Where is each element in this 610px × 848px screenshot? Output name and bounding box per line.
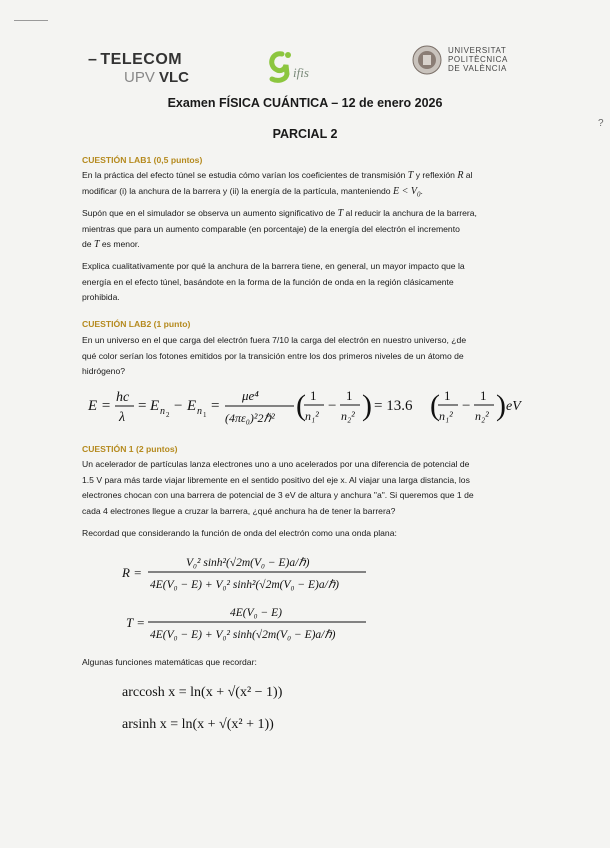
svg-text:=: = <box>211 398 220 414</box>
question-lab1-paragraph-2: Supón que en el simulador se observa un aumento significativo de T al reducir la anchura de la barrera, mientras que para un aumento comparable (en porcentaje) de la energía del electrón el incremento de T es menor. <box>82 208 477 250</box>
svg-text:−: − <box>174 398 183 414</box>
svg-text:eV: eV <box>506 399 521 414</box>
svg-text:T =: T = <box>126 615 146 630</box>
svg-text:1: 1 <box>346 388 353 403</box>
math-functions-intro: Algunas funciones matemáticas que recordar: <box>82 657 257 667</box>
svg-text:1: 1 <box>203 411 207 419</box>
upv-seal-icon <box>412 45 442 75</box>
svg-text:=: = <box>138 398 147 414</box>
svg-text:= 13.6: = 13.6 <box>374 398 413 414</box>
telecom-logo-upv: UPV <box>124 69 155 86</box>
svg-text:n₂²: n₂² <box>341 409 355 423</box>
svg-text:E: E <box>150 398 160 414</box>
telecom-logo-vlc: VLC <box>159 69 190 86</box>
question-1-recall: Recordad que considerando la función de onda del electrón como una onda plana: <box>82 528 397 538</box>
question-1-text: Un acelerador de partículas lanza electrones uno a uno acelerados por una diferencia de potencial de 1.5 V para más tarde viajar libremente en el sentido positivo del eje x. Al viajar una larga distancia, los electrones chocan con una barrera de potencial de 3 eV de altura y anchura "a". Si queremos que 1 de cada 4 electrones llegue a cruzar la barrera, ¿qué anchura ha de tener la barrera? <box>82 459 474 516</box>
stray-mark: ? <box>598 118 604 129</box>
svg-text:E: E <box>187 398 197 414</box>
transmission-coefficient-formula <box>82 600 412 646</box>
svg-text:4E(V₀ − E): 4E(V₀ − E) <box>230 607 282 619</box>
ifis-logo-text: ifis <box>293 65 309 80</box>
svg-text:V₀² sinh²(√2m(V₀ − E)a/ℏ): V₀² sinh²(√2m(V₀ − E)a/ℏ) <box>186 557 310 569</box>
svg-text:−: − <box>328 398 337 414</box>
svg-text:4E(V₀ − E) + V₀² sinh(√2m(V₀ −: 4E(V₀ − E) + V₀² sinh(√2m(V₀ − E)a/ℏ) <box>150 629 336 641</box>
ifis-logo <box>266 50 326 84</box>
hyperbolic-identities <box>114 676 344 738</box>
hydrogen-energy-formula <box>82 382 522 434</box>
upv-name-line2: POLITÈCNICA <box>448 55 508 64</box>
question-lab1-paragraph-1: En la práctica del efecto túnel se estudia cómo varían los coeficientes de transmisión T y reflexión R al modificar (i) la anchura de la barrera y (ii) la energía de la partícula, manteniendo $E < V_0$. <box>82 170 473 199</box>
svg-text:2: 2 <box>166 411 170 419</box>
reflection-coefficient-formula <box>82 548 412 598</box>
svg-text:n: n <box>197 406 202 417</box>
svg-text:μe⁴: μe⁴ <box>242 388 259 403</box>
telecom-logo-line1: TELECOM <box>100 51 183 68</box>
svg-text:λ: λ <box>119 410 126 425</box>
svg-text:n₂²: n₂² <box>475 409 489 423</box>
svg-text:−: − <box>462 398 471 414</box>
svg-text:n₁²: n₁² <box>305 409 319 423</box>
svg-text:n₁²: n₁² <box>439 409 453 423</box>
arcsinh-identity: arsinh x = ln(x + √(x² + 1)) <box>122 717 274 732</box>
svg-text:4E(V₀ − E) + V₀² sinh²(√2m(V₀: 4E(V₀ − E) + V₀² sinh²(√2m(V₀ − E)a/ℏ) <box>150 579 339 591</box>
svg-text:E =: E = <box>88 398 112 414</box>
svg-text:1: 1 <box>444 388 451 403</box>
scan-edge-mark <box>14 20 48 21</box>
question-lab2-heading: CUESTIÓN LAB2 (1 punto) <box>82 319 191 329</box>
svg-text:hc: hc <box>116 390 130 405</box>
telecom-logo: – TELECOM UPV VLC <box>88 51 190 86</box>
svg-text:1: 1 <box>480 388 487 403</box>
arccosh-identity: arccosh x = ln(x + √(x² − 1)) <box>122 685 283 700</box>
upv-name-line1: UNIVERSITAT <box>448 46 507 55</box>
svg-text:1: 1 <box>310 388 317 403</box>
svg-text:(: ( <box>296 389 306 422</box>
question-lab1-heading: CUESTIÓN LAB1 (0,5 puntos) <box>82 155 203 165</box>
svg-text:R =: R = <box>122 565 142 580</box>
svg-text:(: ( <box>430 389 440 422</box>
svg-text:): ) <box>496 389 506 422</box>
svg-text:n: n <box>160 406 165 417</box>
exam-subtitle: PARCIAL 2 <box>272 127 338 141</box>
svg-text:): ) <box>362 389 372 422</box>
question-lab2-text: En un universo en el que carga del electrón fuera 7/10 la carga del electrón en nuestro universo, ¿de qué color serían los fotones emitidos por la transición entre los dos primeros niveles de un átomo de hidrógeno? <box>82 335 467 376</box>
question-1-heading: CUESTIÓN 1 (2 puntos) <box>82 444 178 454</box>
upv-name-line3: DE VALÈNCIA <box>448 64 507 73</box>
exam-title: Examen FÍSICA CUÁNTICA – 12 de enero 2026 <box>167 96 443 110</box>
svg-text:(4πε₀)²2ℏ²: (4πε₀)²2ℏ² <box>225 411 275 425</box>
question-lab1-paragraph-3: Explica cualitativamente por qué la anchura de la barrera tiene, en general, un mayor impacto que la energía en el efecto túnel, basándote en la forma de la función de onda en la región clásicamente prohibida. <box>82 261 465 302</box>
